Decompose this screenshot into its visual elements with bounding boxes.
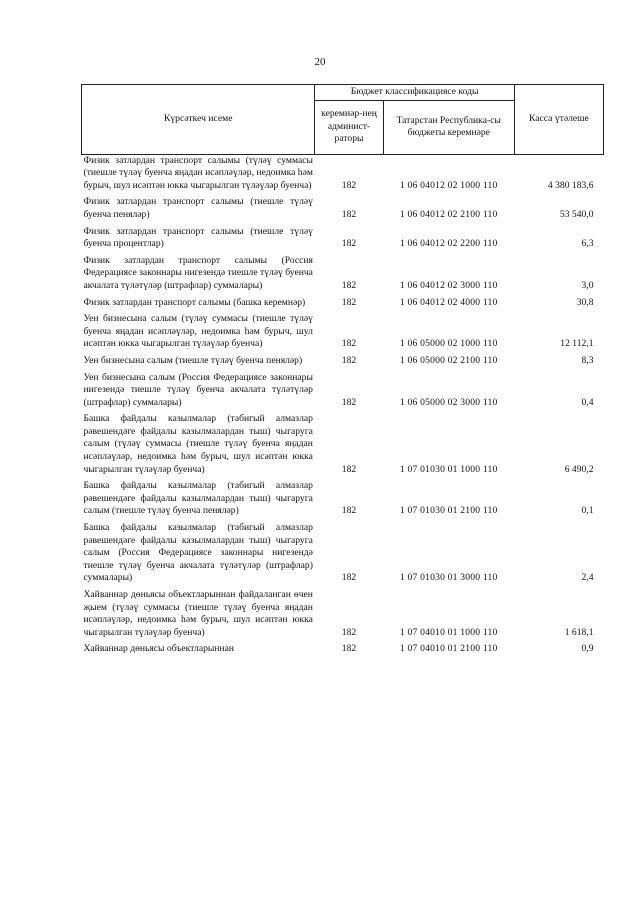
row-classification-code: 1 06 04012 02 2100 110 <box>399 208 498 220</box>
row-indicator-name: Хайваннар дөньясы объектларыннан <box>83 643 235 655</box>
row-cash-execution: 1 618,1 <box>564 626 594 638</box>
table-row <box>82 154 604 196</box>
row-administrator-code: 182 <box>341 572 357 584</box>
row-classification-code: 1 06 04012 02 1000 110 <box>399 179 498 191</box>
row-cash-execution: 0,1 <box>581 505 594 517</box>
header-tatarstan-budget-revenue: Татарстан Республика-сы бюджеты керемнәре <box>383 100 514 154</box>
row-cash-execution: 3,0 <box>581 279 594 291</box>
row-cash-execution: 6,3 <box>581 238 594 250</box>
row-classification-code: 1 07 04010 01 2100 110 <box>399 643 498 655</box>
row-cash-execution: 12 112,1 <box>560 338 594 350</box>
table-row <box>82 255 604 297</box>
row-cash-execution: 6 490,2 <box>564 463 594 475</box>
row-administrator-code: 182 <box>341 505 357 517</box>
row-cash-execution: 30,8 <box>576 296 594 308</box>
row-indicator-name: Хайваннар дөньясы объектларыннан файдаланган өчен җыем (түләү суммасы (тиешле түләү буенча яңадан исәпләүләр, недоимка һәм бурыч, шул исәптән юкка чыгарылган түләүләр буенча) <box>83 589 313 638</box>
table-row <box>82 196 604 225</box>
row-administrator-code: 182 <box>341 354 357 366</box>
row-indicator-name: Физик затлардан транспорт салымы (тиешле түләү буенча пеняләр) <box>83 196 313 220</box>
row-indicator-name: Физик затлардан транспорт салымы (тиешле түләү буенча процентлар) <box>83 225 313 250</box>
table-row <box>82 226 604 255</box>
row-cash-execution: 0,9 <box>581 643 594 655</box>
row-indicator-name: Уен бизнесына салым (Россия Федерациясе законнары нигезендә тиешле түләү буенча акчалата түләтүләр (штрафлар) суммалары) <box>83 371 313 408</box>
row-administrator-code: 182 <box>341 396 357 408</box>
table-row <box>82 355 604 372</box>
row-classification-code: 1 06 04012 02 2200 110 <box>399 238 498 250</box>
budget-table <box>81 84 604 656</box>
table-row <box>82 480 604 522</box>
row-indicator-name: Уен бизнесына салым (түләү суммасы (тиешле түләү буенча яңадан исәпләүләр, недоимка һәм бурыч, шул исәптән юкка чыгарылган түләүләр буенча) <box>83 313 313 350</box>
row-administrator-code: 182 <box>341 296 357 308</box>
table-row <box>82 589 604 643</box>
row-classification-code: 1 06 05000 02 1000 110 <box>399 338 498 350</box>
row-classification-code: 1 07 01030 01 2100 110 <box>399 505 498 517</box>
row-administrator-code: 182 <box>341 463 357 475</box>
row-administrator-code: 182 <box>341 208 357 220</box>
row-cash-execution: 4 380 183,6 <box>547 179 594 191</box>
row-administrator-code: 182 <box>341 179 357 191</box>
row-administrator-code: 182 <box>341 338 357 350</box>
table-row <box>82 372 604 414</box>
header-indicator-name: Күрсәткеч исеме <box>82 85 315 155</box>
row-classification-code: 1 06 04012 02 4000 110 <box>399 296 498 308</box>
header-cash-execution: Касса үтәлеше <box>514 85 603 155</box>
row-indicator-name: Уен бизнесына салым (тиешле түләү буенча пеняләр) <box>83 354 303 366</box>
row-administrator-code: 182 <box>341 238 357 250</box>
row-indicator-name: Физик затлардан транспорт салымы (түләү суммасы (тиешле түләү буенча яңадан исәпләүләр, недоимка һәм бурыч, шул исәптән юкка чыгарылган түләүләр буенча) <box>83 154 313 191</box>
row-cash-execution: 8,3 <box>581 354 594 366</box>
row-indicator-name: Физик затлардан транспорт салымы (Россия Федерациясе законнары нигезендә тиешле түләү буенча акчалата түләтүләр (штрафлар) суммалары) <box>83 254 313 291</box>
table-row <box>82 413 604 480</box>
table-row <box>82 313 604 355</box>
table-row <box>82 297 604 314</box>
row-administrator-code: 182 <box>341 279 357 291</box>
row-classification-code: 1 06 04012 02 3000 110 <box>399 279 498 291</box>
header-budget-codes: Бюджет классификациясе коды <box>315 85 514 101</box>
row-administrator-code: 182 <box>341 626 357 638</box>
row-classification-code: 1 07 01030 01 1000 110 <box>399 463 498 475</box>
row-classification-code: 1 06 05000 02 2100 110 <box>399 354 498 366</box>
row-classification-code: 1 07 04010 01 1000 110 <box>399 626 498 638</box>
row-administrator-code: 182 <box>341 643 357 655</box>
row-indicator-name: Башка файдалы казылмалар (табигый алмазлар рәвешендәге файдалы казылмалардан тыш) чыгаруга салым (тиешле түләү буенча пеняләр) <box>83 480 313 517</box>
row-indicator-name: Башка файдалы казылмалар (табигый алмазлар рәвешендәге файдалы казылмалардан тыш) чыгаруга салым (түләү суммасы (тиешле түләү буенча яңадан исәпләүләр, недоимка һәм бурыч, шул исәптән юкка чыгарылган түләүләр буенча) <box>83 413 313 475</box>
table-row <box>82 522 604 589</box>
table-row <box>82 643 604 656</box>
row-indicator-name: Башка файдалы казылмалар (табигый алмазлар рәвешендәге файдалы казылмалардан тыш) чыгаруга салым (Россия Федерациясе законнары нигезендә тиешле түләү буенча акчалата түләтүләр (штрафлар) суммалары) <box>83 522 313 584</box>
page-number: 20 <box>314 56 326 68</box>
header-revenue-administrator: керемнәр-нең админист-раторы <box>315 100 383 154</box>
table-body <box>82 154 604 656</box>
row-cash-execution: 2,4 <box>581 572 594 584</box>
row-cash-execution: 53 540,0 <box>559 208 594 220</box>
row-cash-execution: 0,4 <box>581 396 594 408</box>
row-classification-code: 1 06 05000 02 3000 110 <box>399 396 498 408</box>
row-classification-code: 1 07 01030 01 3000 110 <box>399 572 498 584</box>
row-indicator-name: Физик затлардан транспорт салымы (башка керемнәр) <box>83 296 306 308</box>
